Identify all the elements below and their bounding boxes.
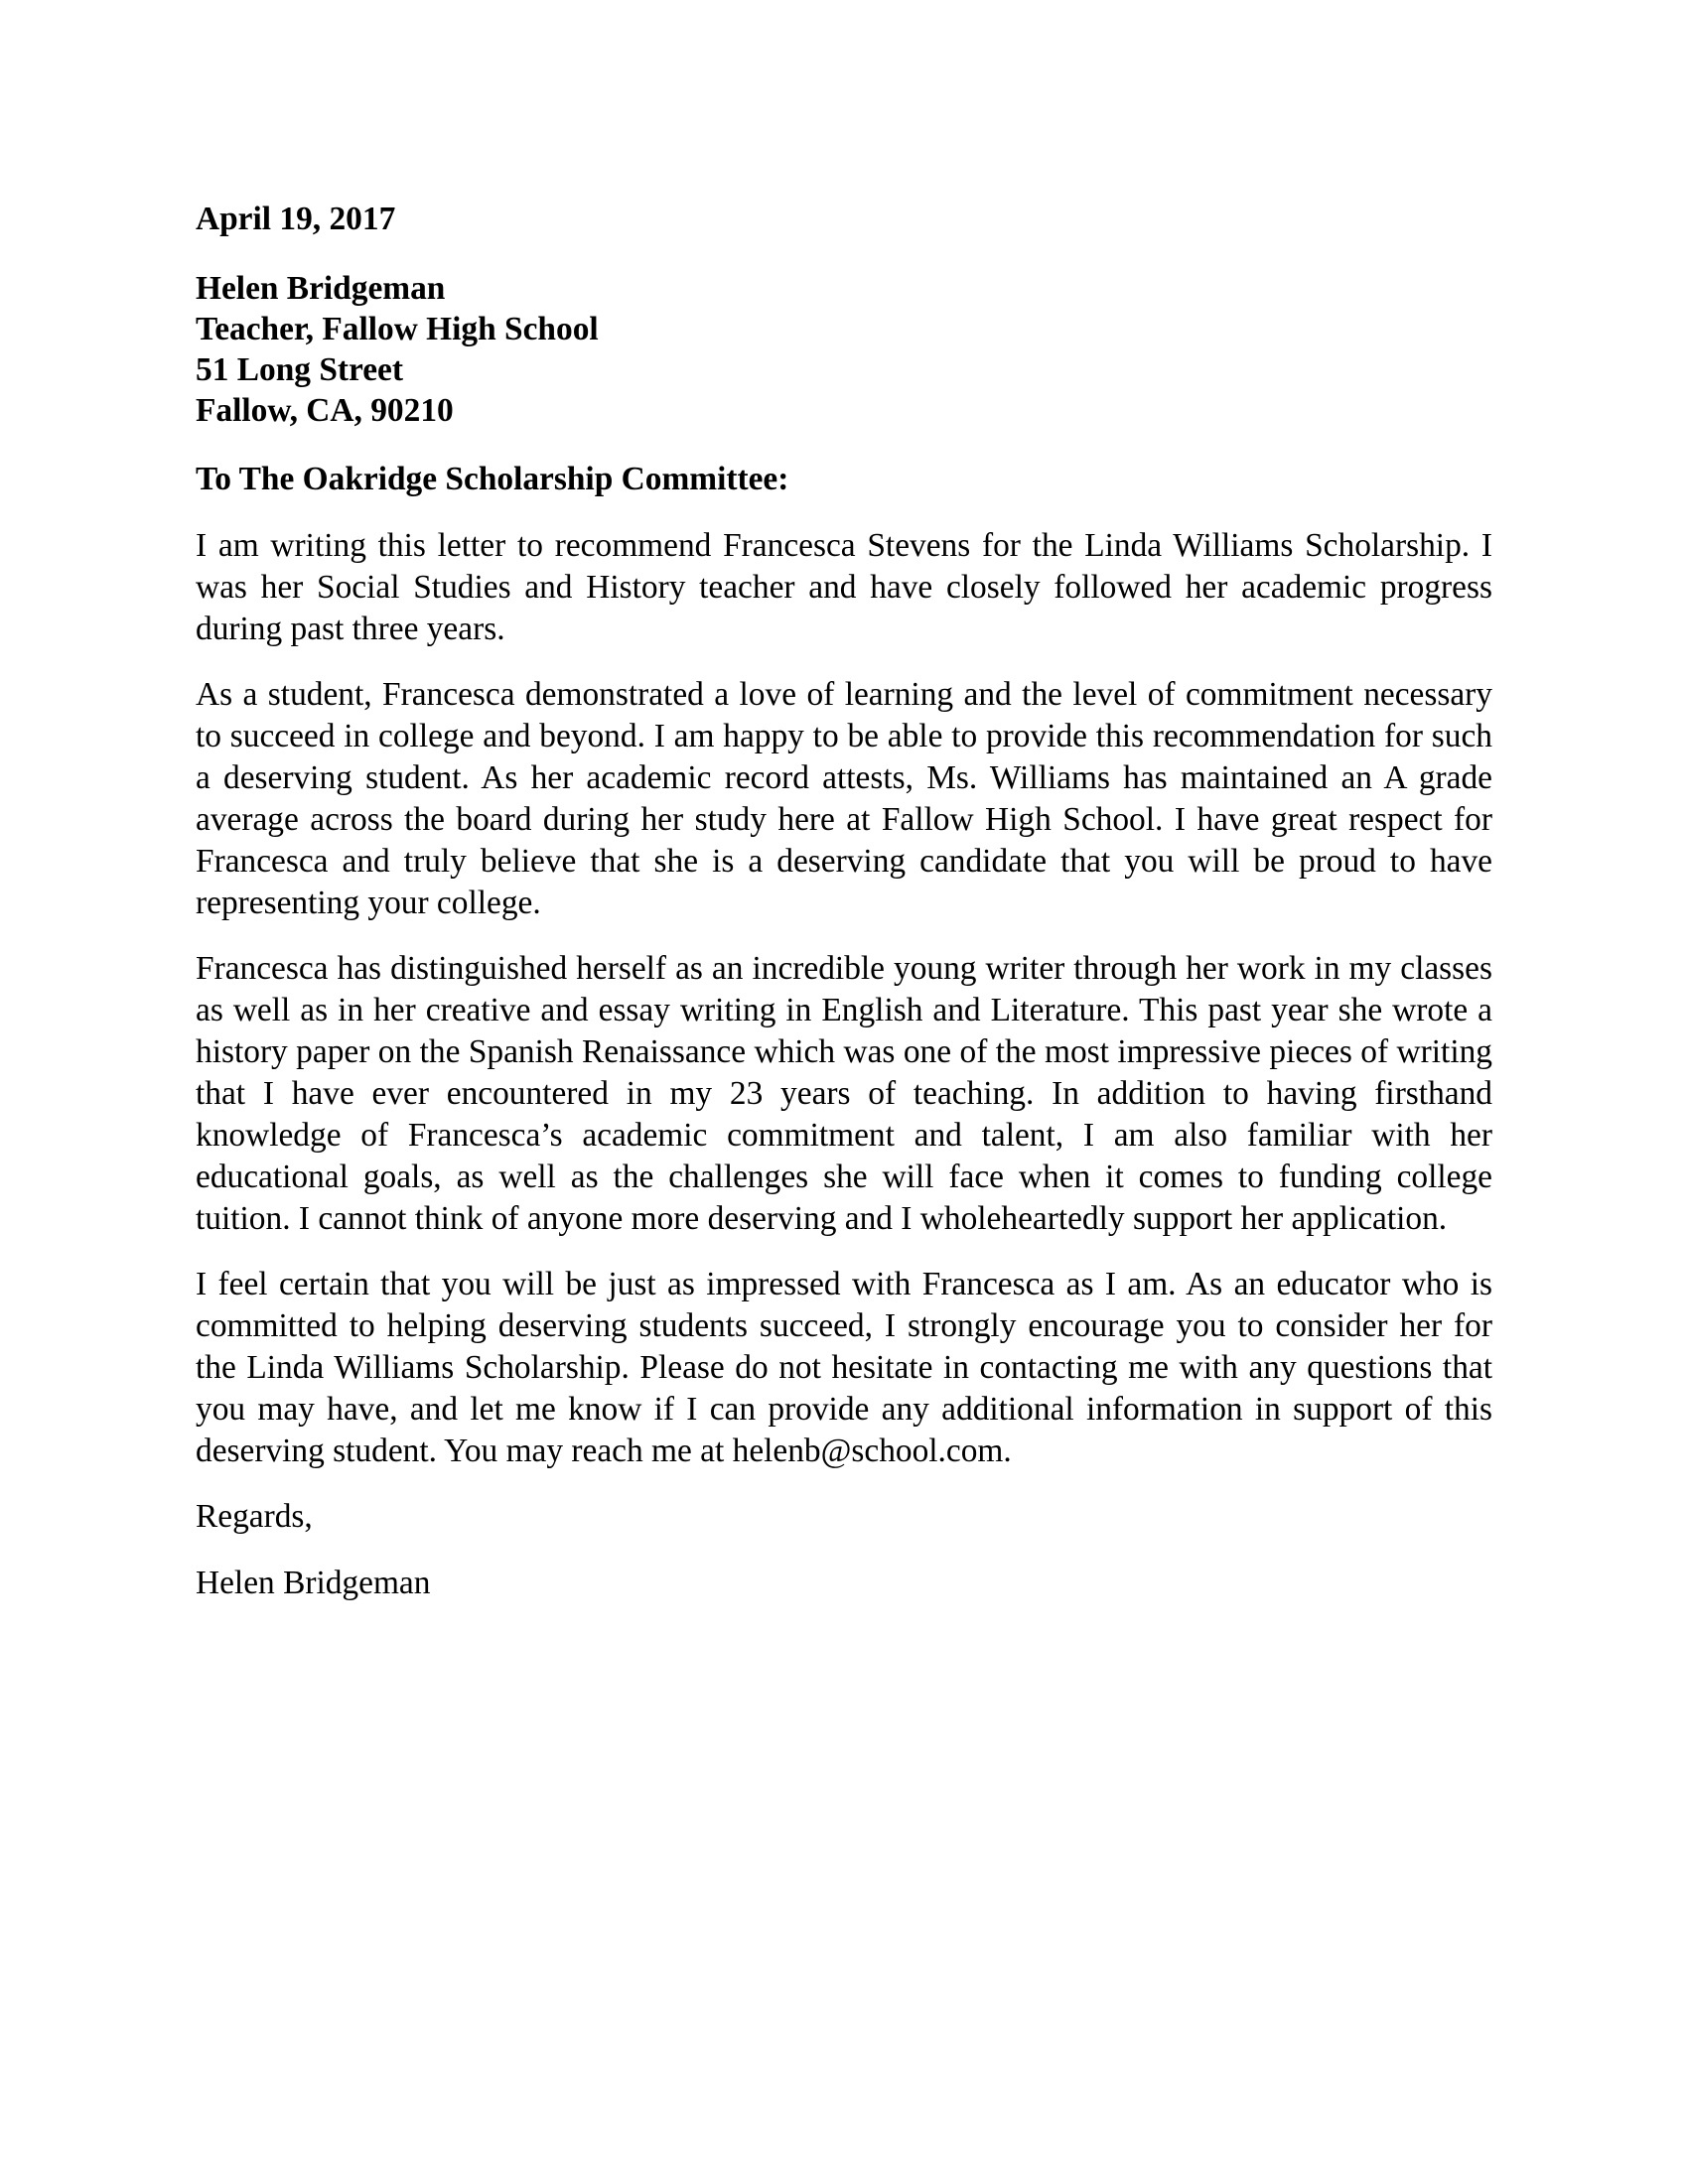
sender-address-block: [196, 268, 1492, 431]
sender-name: Helen Bridgeman: [196, 270, 446, 307]
letter-date: April 19, 2017: [196, 201, 396, 237]
salutation: To The Oakridge Scholarship Committee:: [196, 461, 789, 497]
body-paragraph-1: I am writing this letter to recommend Francesca Stevens for the Linda Williams Scholarship. I was her Social Studies and History teacher and have closely followed her academic progress during past three years.: [196, 527, 1492, 647]
body-paragraph-4: I feel certain that you will be just as impressed with Francesca as I am. As an educator who is committed to helping deserving students succeed, I strongly encourage you to consider her for the Linda Williams Scholarship. Please do not hesitate in contacting me with any questions that you may have, and let me know if I can provide any additional information in support of this deserving student. You may reach me at helenb@school.com.: [196, 1266, 1492, 1469]
sender-city: Fallow, CA, 90210: [196, 392, 454, 429]
signature-name: Helen Bridgeman: [196, 1565, 431, 1601]
body-paragraph-2: As a student, Francesca demonstrated a love of learning and the level of commitment necessary to succeed in college and beyond. I am happy to be able to provide this recommendation for such a deserving student. As her academic record attests, Ms. Williams has maintained an A grade average across the board during her study here at Fallow High School. I have great respect for Francesca and truly believe that she is a deserving candidate that you will be proud to have representing your college.: [196, 676, 1492, 921]
closing: Regards,: [196, 1498, 313, 1535]
body-paragraph-3: Francesca has distinguished herself as an incredible young writer through her work in my classes as well as in her creative and essay writing in English and Literature. This past year she wrote a history paper on the Spanish Renaissance which was one of the most impressive pieces of writing that I have ever encountered in my 23 years of teaching. In addition to having firsthand knowledge of Francesca’s academic commitment and talent, I am also familiar with her educational goals, as well as the challenges she will face when it comes to funding college tuition. I cannot think of anyone more deserving and I wholeheartedly support her application.: [196, 950, 1492, 1237]
sender-title: Teacher, Fallow High School: [196, 311, 599, 347]
sender-street: 51 Long Street: [196, 351, 403, 388]
